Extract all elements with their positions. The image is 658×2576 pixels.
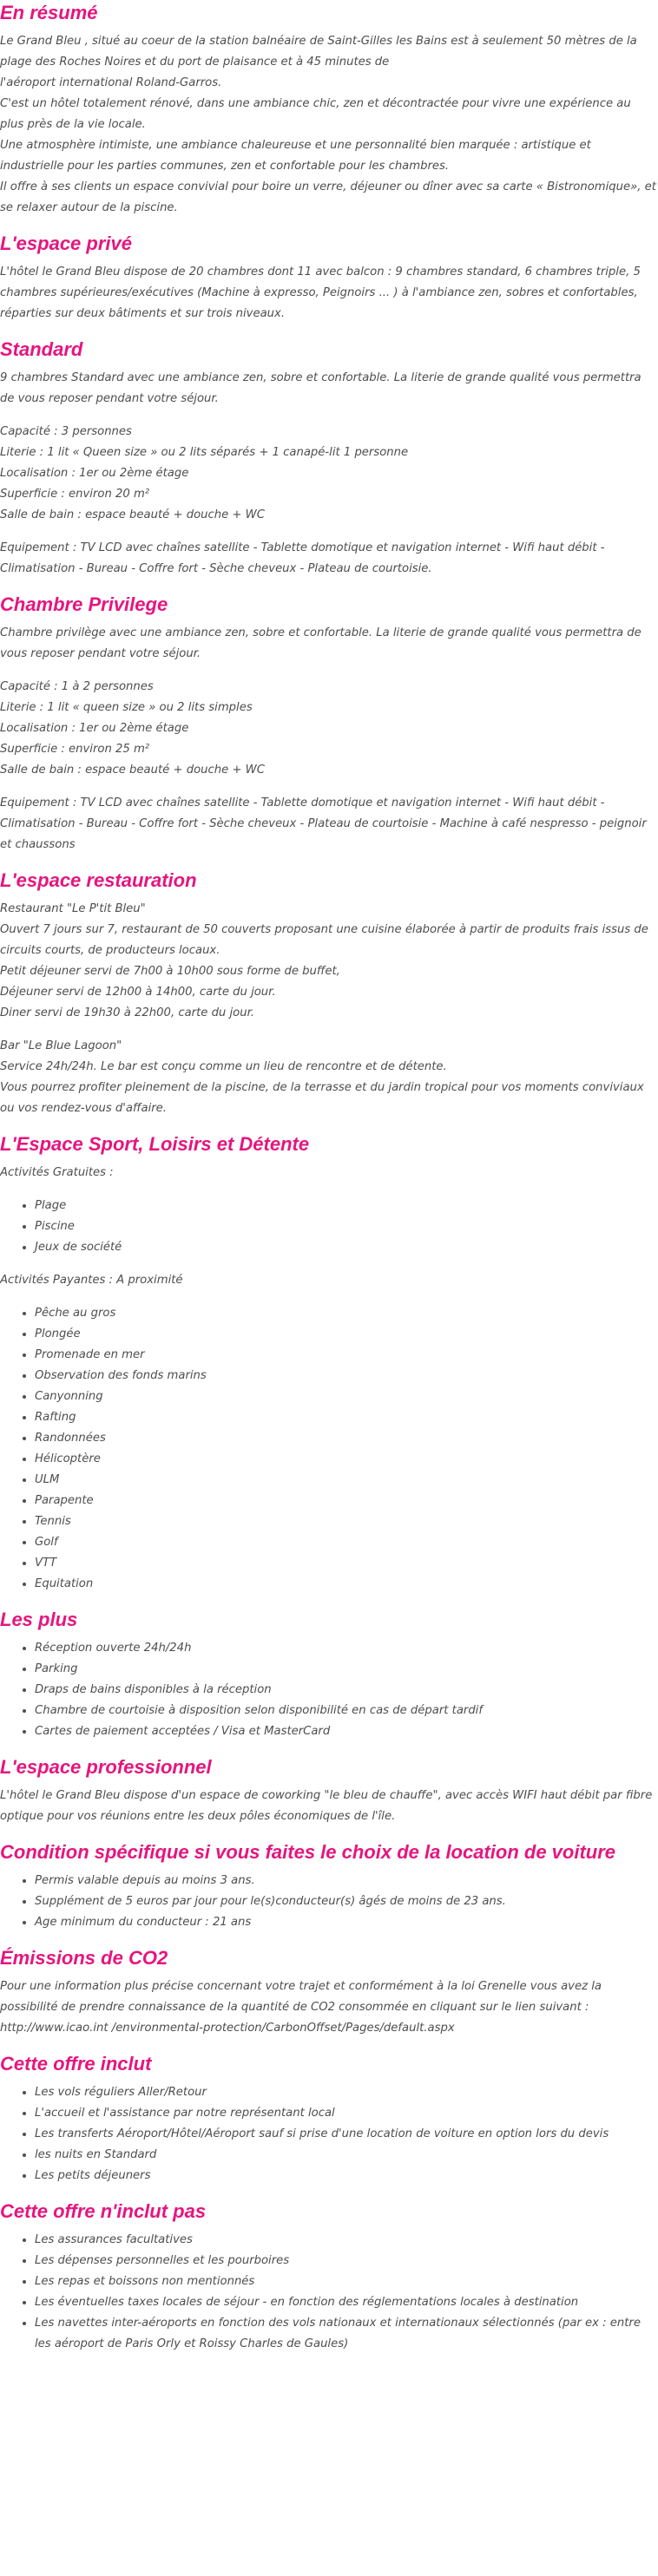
section-title: Émissions de CO2 [0, 1947, 168, 1969]
detail-line: Capacité : 1 à 2 personnes [0, 680, 154, 693]
text-line: Ouvert 7 jours sur 7, restaurant de 50 couverts proposant une cuisine élaborée à partir de produits frais issus de circuits courts, de producteurs locaux. [0, 923, 648, 957]
list-item: • Equitation [35, 1574, 658, 1595]
text-line: Il offre à ses clients un espace convivial pour boire un verre, déjeuner ou dîner avec sa carte « Bistronomique», et se relaxer autour de la piscine. [0, 180, 656, 214]
section-title: L'Espace Sport, Loisirs et Détente [0, 1133, 310, 1155]
restaurant-info [0, 899, 658, 1024]
list-item: • Chambre de courtoisie à disposition selon disponibilité en cas de départ tardif [35, 1701, 658, 1721]
paragraph: Pour une information plus précise concernant votre trajet et conformément à la loi Grenelle vous avez la possibilité de prendre connaissance de la quantité de CO2 consommée en cliquant sur le lien suivant : http://www.icao.int /environmental-protection/CarbonOffset/Pages/default.aspx [0, 1980, 602, 2035]
paid-activities-label: Activités Payantes : A proximité [0, 1274, 183, 1287]
plus-list [0, 1638, 658, 1742]
text-line: Une atmosphère intimiste, une ambiance chaleureuse et une personnalité bien marquée : artistique et industrielle pour les parties communes, zen et confortable pour les chambres. [0, 139, 591, 173]
list-item: • Parking [35, 1659, 658, 1680]
section-location-voiture [0, 1839, 658, 1933]
list-item: • Les petits déjeuners [35, 2166, 658, 2186]
detail-line: Localisation : 1er ou 2ème étage [0, 467, 189, 480]
text-line: Bar "Le Blue Lagoon" [0, 1039, 122, 1052]
list-item: • Réception ouverte 24h/24h [35, 1638, 658, 1659]
list-item: • Plage [35, 1196, 658, 1216]
list-item: • Les vols réguliers Aller/Retour [35, 2082, 658, 2103]
free-activities-list [0, 1196, 658, 1258]
included-list [0, 2082, 658, 2186]
list-item: • Age minimum du conducteur : 21 ans [35, 1912, 658, 1933]
section-title: Standard [0, 338, 83, 360]
room-details [0, 422, 658, 526]
list-item: • Parapente [35, 1491, 658, 1511]
bar-info [0, 1036, 658, 1119]
text-line: l'aéroport international Roland-Garros. [0, 76, 222, 89]
detail-line: Literie : 1 lit « queen size » ou 2 lits simples [0, 701, 253, 714]
paragraph: Chambre privilège avec une ambiance zen, sobre et confortable. La literie de grande qualité vous permettra de vous reposer pendant votre séjour. [0, 626, 642, 660]
list-item: • Permis valable depuis au moins 3 ans. [35, 1871, 658, 1891]
paid-activities-list [0, 1303, 658, 1595]
list-item: • Les repas et boissons non mentionnés [35, 2271, 658, 2292]
list-item: • Les assurances facultatives [35, 2230, 658, 2251]
paragraph: L'hôtel le Grand Bleu dispose de 20 chambres dont 11 avec balcon : 9 chambres standard, 6 chambres triple, 5 chambres supérieures/exécutives (Machine à expresso, Peignoirs ... ) à l'ambiance zen, sobres et confortables, réparties sur deux bâtiments et sur trois niveaux. [0, 265, 641, 320]
section-title: L'espace restauration [0, 869, 197, 891]
paragraph: 9 chambres Standard avec une ambiance zen, sobre et confortable. La literie de grande qualité vous permettra de vous reposer pendant votre séjour. [0, 371, 642, 405]
list-item: • les nuits en Standard [35, 2145, 658, 2166]
text-line: Le Grand Bleu , situé au coeur de la station balnéaire de Saint-Gilles les Bains est à seulement 50 mètres de la plage des Roches Noires et du port de plaisance et à 45 minutes de [0, 35, 637, 69]
section-espace-prive [0, 231, 658, 324]
section-offre-ninclut [0, 2199, 658, 2355]
list-item: • ULM [35, 1470, 658, 1491]
detail-line: Salle de bain : espace beauté + douche + WC [0, 508, 265, 521]
list-item: • Les transferts Aéroport/Hôtel/Aéroport sauf si prise d'une location de voiture en option lors du devis [35, 2124, 658, 2145]
section-restauration [0, 868, 658, 1119]
detail-line: Capacité : 3 personnes [0, 425, 132, 438]
section-standard [0, 337, 658, 580]
section-title: En résumé [0, 2, 98, 23]
section-offre-inclut [0, 2051, 658, 2186]
list-item: • Pêche au gros [35, 1303, 658, 1324]
list-item: • Plongée [35, 1324, 658, 1345]
list-item: • Les éventuelles taxes locales de séjour - en fonction des réglementations locales à destination [35, 2292, 658, 2313]
list-item: • Les dépenses personnelles et les pourboires [35, 2251, 658, 2271]
section-title: L'espace professionnel [0, 1756, 212, 1778]
list-item: • Rafting [35, 1407, 658, 1428]
detail-line: Literie : 1 lit « Queen size » ou 2 lits séparés + 1 canapé-lit 1 personne [0, 446, 409, 459]
section-title: Les plus [0, 1609, 78, 1630]
text-line: Restaurant "Le P'tit Bleu" [0, 902, 146, 915]
list-item: • Les navettes inter-aéroports en fonction des vols nationaux et internationaux sélectionnés (par ex : entre les aéroport de Paris Orly et Roissy Charles de Gaules) [35, 2313, 658, 2355]
section-title: Cette offre n'inclut pas [0, 2200, 207, 2222]
equipment: Equipement : TV LCD avec chaînes satellite - Tablette domotique et navigation internet - Wifi haut débit - Climatisation - Bureau - Coffre fort - Sèche cheveux - Plateau de courtoisie - Machine à café nespresso - peignoir et chaussons [0, 796, 647, 851]
text-line: Déjeuner servi de 12h00 à 14h00, carte du jour. [0, 986, 276, 999]
section-sport [0, 1131, 658, 1595]
text-line: Service 24h/24h. Le bar est conçu comme un lieu de rencontre et de détente. [0, 1060, 447, 1073]
list-item: • Observation des fonds marins [35, 1366, 658, 1386]
list-item: • Tennis [35, 1511, 658, 1532]
detail-line: Salle de bain : espace beauté + douche + WC [0, 764, 265, 777]
list-item: • Hélicoptère [35, 1449, 658, 1470]
list-item: • VTT [35, 1553, 658, 1574]
detail-line: Superficie : environ 20 m² [0, 488, 150, 501]
section-title: Chambre Privilege [0, 593, 168, 615]
text-line: Diner servi de 19h30 à 22h00, carte du jour. [0, 1006, 254, 1019]
list-item: • Cartes de paiement acceptées / Visa et MasterCard [35, 1721, 658, 1742]
list-item: • Canyonning [35, 1386, 658, 1407]
detail-line: Superficie : environ 25 m² [0, 743, 150, 756]
paragraph: L'hôtel le Grand Bleu dispose d'un espace de coworking "le bleu de chauffe", avec accès WIFI haut débit par fibre optique pour vos réunions entre les deux pôles économiques de l'île. [0, 1789, 653, 1823]
text-line: Vous pourrez profiter pleinement de la piscine, de la terrasse et du jardin tropical pour vos moments conviviaux ou vos rendez-vous d'affaire. [0, 1081, 644, 1115]
list-item: • L'accueil et l'assistance par notre représentant local [35, 2103, 658, 2124]
resume-paragraph [0, 31, 658, 219]
free-activities-label: Activités Gratuites : [0, 1166, 114, 1179]
section-title: L'espace privé [0, 233, 132, 254]
equipment: Equipement : TV LCD avec chaînes satellite - Tablette domotique et navigation internet - Wifi haut débit - Climatisation - Bureau - Coffre fort - Sèche cheveux - Plateau de courtoisie. [0, 541, 605, 575]
list-item: • Jeux de société [35, 1237, 658, 1258]
list-item: • Randonnées [35, 1428, 658, 1449]
text-line: C'est un hôtel totalement rénové, dans une ambiance chic, zen et décontractée pour vivre une expérience au plus près de la vie locale. [0, 97, 631, 131]
section-resume [0, 0, 658, 219]
section-espace-professionnel [0, 1754, 658, 1827]
section-privilege [0, 592, 658, 855]
excluded-list [0, 2230, 658, 2355]
list-item: • Piscine [35, 1216, 658, 1237]
section-title: Cette offre inclut [0, 2053, 152, 2075]
text-line: Petit déjeuner servi de 7h00 à 10h00 sous forme de buffet, [0, 965, 340, 978]
section-title: Condition spécifique si vous faites le choix de la location de voiture [0, 1841, 616, 1863]
conditions-list [0, 1871, 658, 1933]
list-item: • Draps de bains disponibles à la réception [35, 1680, 658, 1701]
detail-line: Localisation : 1er ou 2ème étage [0, 722, 189, 735]
list-item: • Promenade en mer [35, 1345, 658, 1366]
list-item: • Supplément de 5 euros par jour pour le(s)conducteur(s) âgés de moins de 23 ans. [35, 1891, 658, 1912]
room-details [0, 677, 658, 781]
list-item: • Golf [35, 1532, 658, 1553]
section-les-plus [0, 1607, 658, 1742]
section-co2 [0, 1945, 658, 2039]
